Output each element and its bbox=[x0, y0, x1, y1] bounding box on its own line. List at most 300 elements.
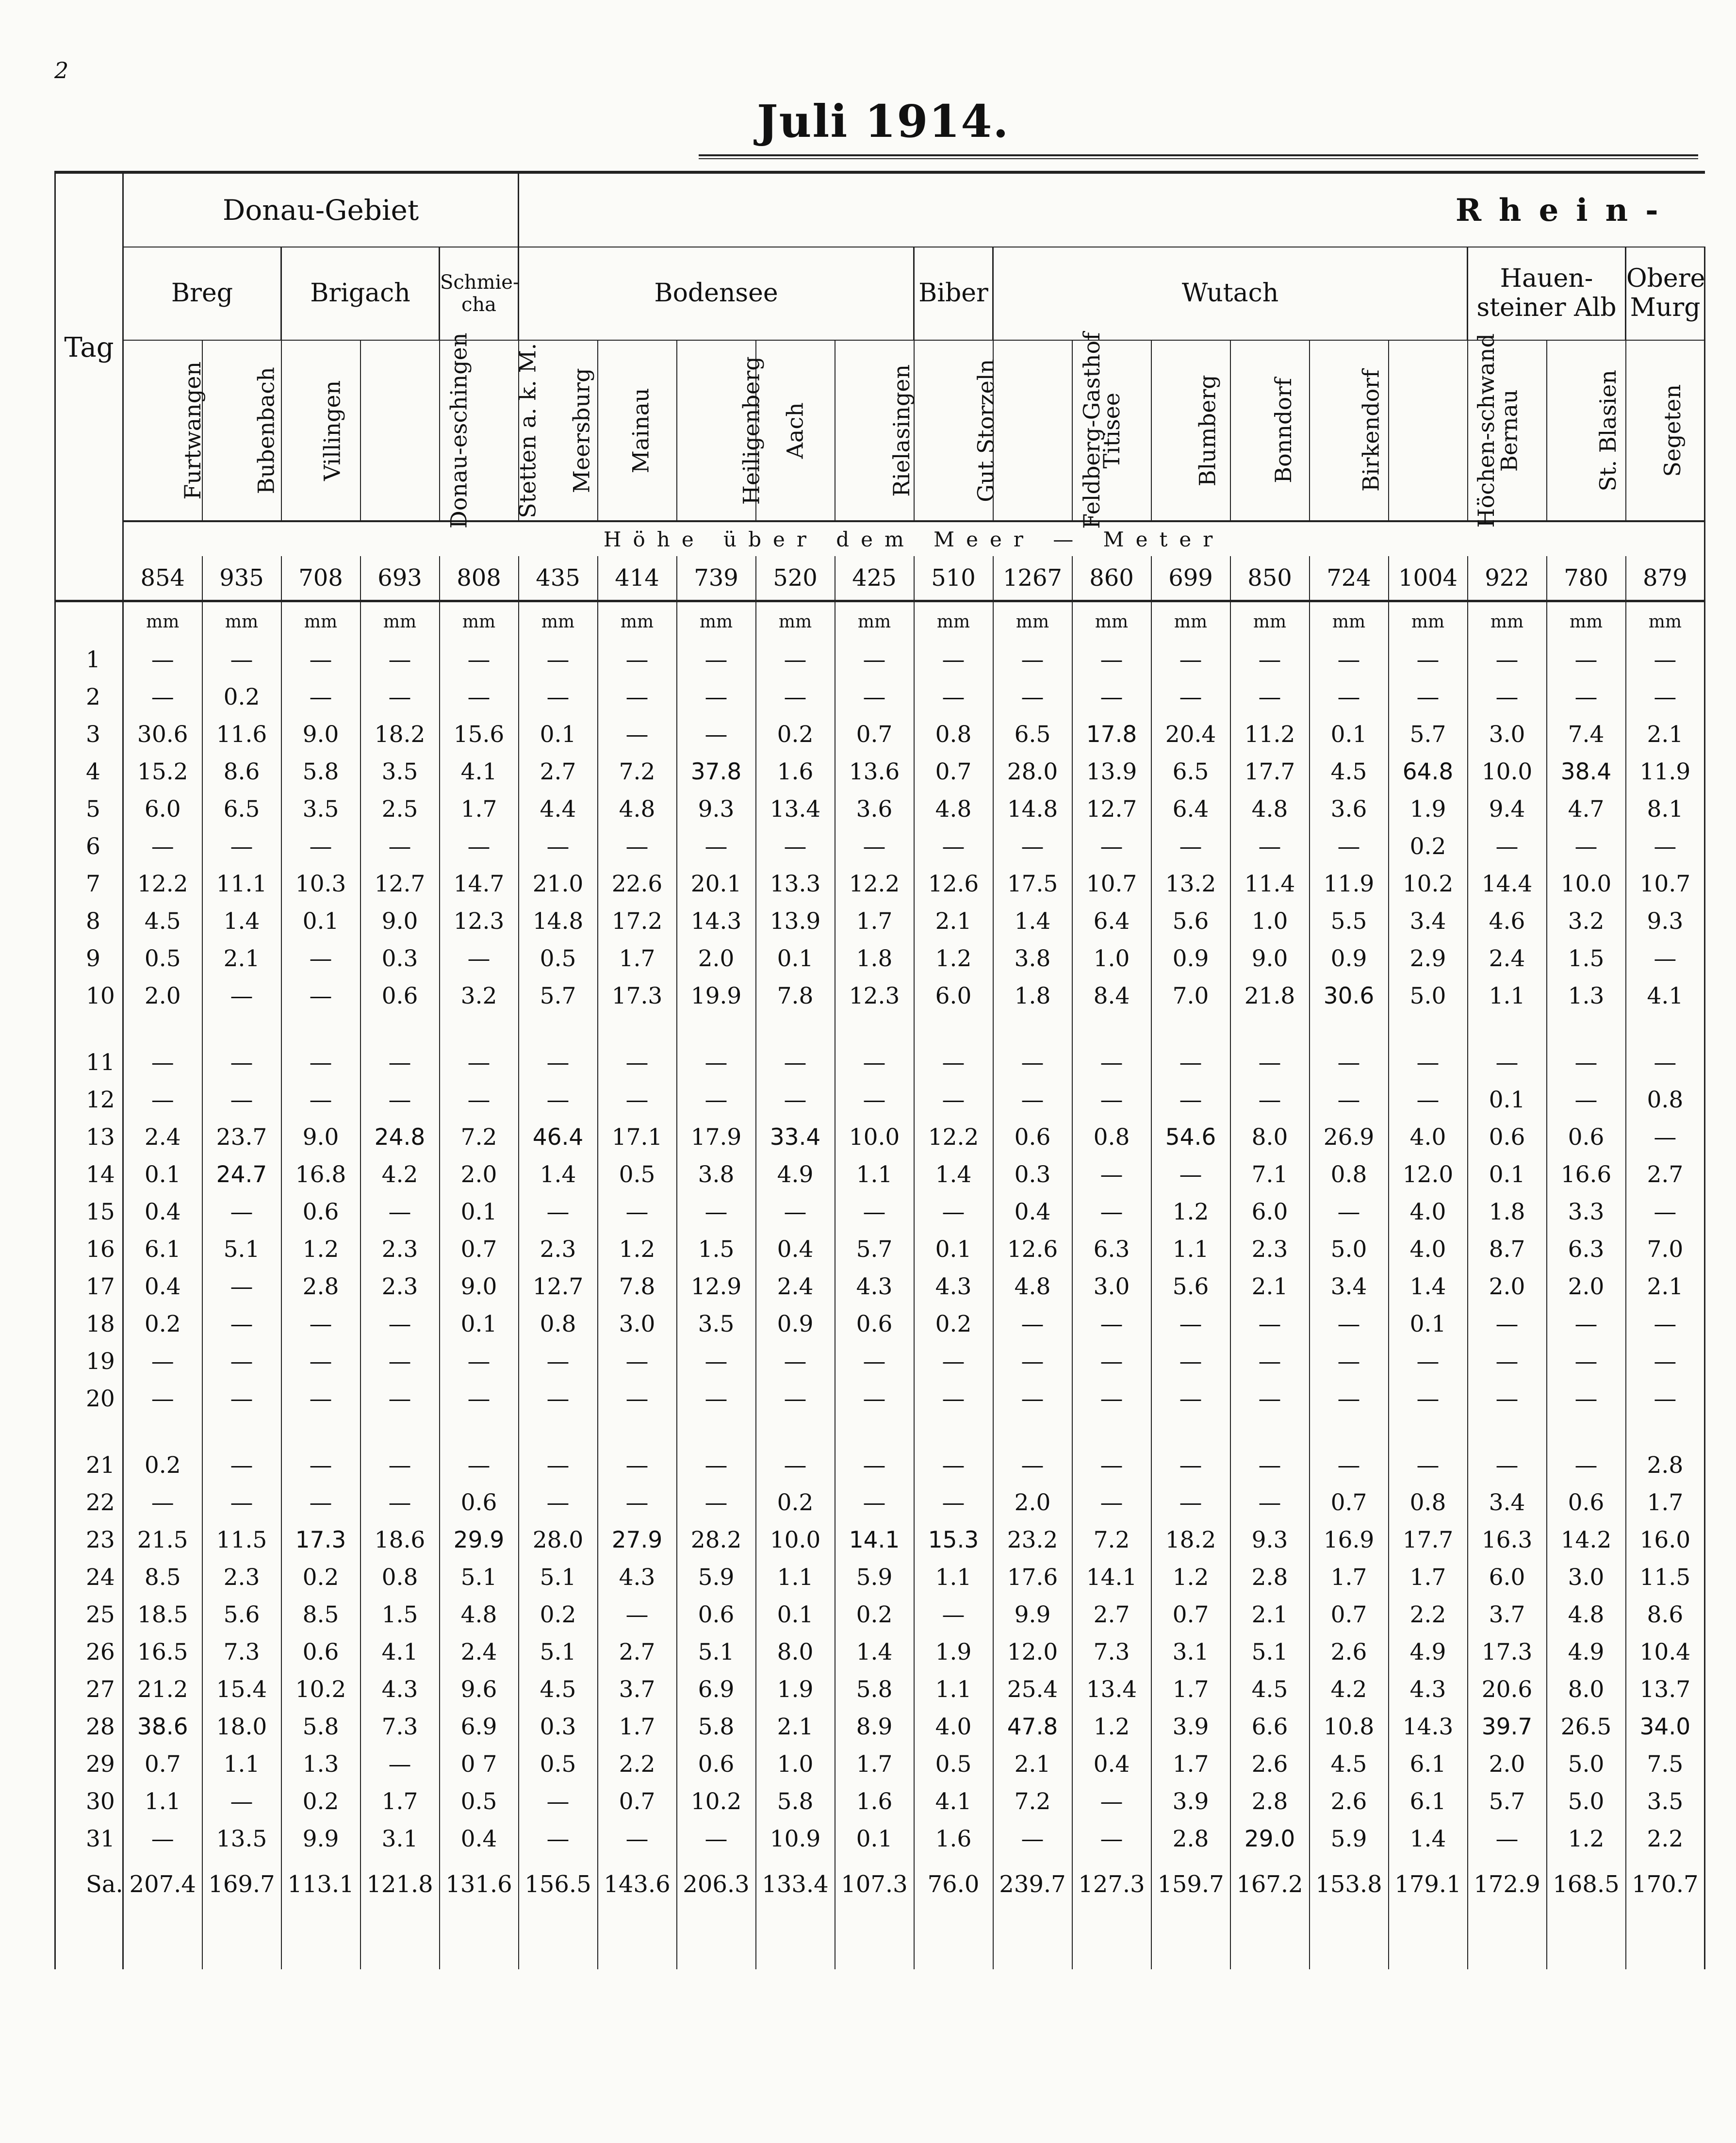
rain-value: 2.8 bbox=[281, 1268, 360, 1305]
rain-value: 13.6 bbox=[835, 753, 914, 791]
rain-value: 18.5 bbox=[123, 1596, 202, 1633]
rain-value: — bbox=[281, 1380, 360, 1418]
rain-value: 3.9 bbox=[1151, 1783, 1230, 1820]
rain-value: 0.1 bbox=[835, 1820, 914, 1858]
rain-value: 0.2 bbox=[202, 678, 281, 716]
rain-value: — bbox=[360, 678, 440, 716]
rain-value: 0.6 bbox=[835, 1305, 914, 1343]
rain-value: — bbox=[123, 828, 202, 865]
rain-value: 2.0 bbox=[1547, 1268, 1626, 1305]
rain-value: 4.9 bbox=[1389, 1633, 1468, 1671]
rain-value: 27.9 bbox=[598, 1521, 677, 1559]
altitude-value: 935 bbox=[202, 556, 281, 601]
rain-value: 6.0 bbox=[1468, 1559, 1547, 1596]
rain-value: 2.5 bbox=[360, 791, 440, 828]
rain-value: 12.0 bbox=[993, 1633, 1072, 1671]
rain-value: 0.7 bbox=[1151, 1596, 1230, 1633]
rain-value: 7.8 bbox=[598, 1268, 677, 1305]
rain-value: 5.1 bbox=[519, 1559, 598, 1596]
rain-value: — bbox=[914, 1343, 993, 1380]
rain-value: 1.1 bbox=[1151, 1231, 1230, 1268]
rain-value: 17.8 bbox=[1072, 716, 1151, 753]
rain-value: — bbox=[835, 828, 914, 865]
rain-value: 0.3 bbox=[360, 940, 440, 977]
rain-value: — bbox=[835, 1343, 914, 1380]
rain-value: 4.2 bbox=[1310, 1671, 1389, 1708]
rain-value: — bbox=[519, 1380, 598, 1418]
rain-value: 3.2 bbox=[440, 977, 519, 1015]
sum-value: 107.3 bbox=[835, 1858, 914, 1911]
rain-value: 2.0 bbox=[123, 977, 202, 1015]
sum-row bbox=[55, 1858, 1705, 1911]
rain-value: — bbox=[1072, 1783, 1151, 1820]
group-donau: Donau-Gebiet bbox=[123, 172, 519, 247]
rain-value: 5.1 bbox=[202, 1231, 281, 1268]
rain-value: 0.1 bbox=[1468, 1081, 1547, 1119]
station-name: Aach bbox=[782, 402, 808, 459]
title-rule bbox=[699, 154, 1698, 159]
day-number: 3 bbox=[55, 716, 123, 753]
rain-value: — bbox=[281, 1305, 360, 1343]
rain-value: 1.4 bbox=[835, 1633, 914, 1671]
rain-value: 4.8 bbox=[598, 791, 677, 828]
rain-value: 14.1 bbox=[835, 1521, 914, 1559]
station-header bbox=[123, 340, 206, 521]
rain-value: 4.3 bbox=[835, 1268, 914, 1305]
rain-value: — bbox=[1310, 678, 1389, 716]
rain-value: 7.3 bbox=[360, 1708, 440, 1746]
rain-value: 8.6 bbox=[202, 753, 281, 791]
rain-value: 1.7 bbox=[1151, 1746, 1230, 1783]
rain-value: 2.0 bbox=[677, 940, 756, 977]
day-number: 10 bbox=[55, 977, 123, 1015]
rain-value: 16.5 bbox=[123, 1633, 202, 1671]
day-number: 20 bbox=[55, 1380, 123, 1418]
unit-label: mm bbox=[835, 601, 914, 642]
rain-value: 1.8 bbox=[993, 977, 1072, 1015]
rain-value: 2.7 bbox=[519, 753, 598, 791]
rain-value: 12.3 bbox=[440, 903, 519, 940]
rain-value: — bbox=[1151, 641, 1230, 678]
rain-value: — bbox=[360, 1193, 440, 1231]
station-header bbox=[677, 340, 765, 521]
rain-value: 0.5 bbox=[914, 1746, 993, 1783]
rain-value: 5.8 bbox=[756, 1783, 835, 1820]
rain-value: — bbox=[1389, 1418, 1468, 1484]
rain-value: 4.7 bbox=[1547, 791, 1626, 828]
rain-value: 11.5 bbox=[1626, 1559, 1705, 1596]
unit-label: mm bbox=[1072, 601, 1151, 642]
rain-value: 15.3 bbox=[914, 1521, 993, 1559]
rain-value: — bbox=[677, 716, 756, 753]
rain-value: 3.5 bbox=[360, 753, 440, 791]
rain-value: 2.1 bbox=[202, 940, 281, 977]
river-wutach: Wutach bbox=[993, 247, 1468, 340]
rain-value: 3.8 bbox=[677, 1156, 756, 1193]
tail-cell bbox=[55, 1911, 123, 1969]
rain-value: 4.0 bbox=[1389, 1193, 1468, 1231]
day-number: 9 bbox=[55, 940, 123, 977]
rain-value: — bbox=[598, 1081, 677, 1119]
rain-value: — bbox=[281, 828, 360, 865]
table-row bbox=[55, 1820, 1705, 1858]
rain-value: — bbox=[1310, 641, 1389, 678]
altitude-value: 922 bbox=[1468, 556, 1547, 601]
station-row bbox=[55, 340, 1705, 521]
rain-value: 0.7 bbox=[914, 753, 993, 791]
rain-value: 4.8 bbox=[993, 1268, 1072, 1305]
day-number: 5 bbox=[55, 791, 123, 828]
river-bodensee: Bodensee bbox=[519, 247, 914, 340]
rain-value: 0.6 bbox=[677, 1746, 756, 1783]
rain-value: — bbox=[1230, 1380, 1310, 1418]
rain-value: — bbox=[677, 1484, 756, 1521]
tail-cell bbox=[1468, 1911, 1547, 1969]
rain-value: 1.7 bbox=[1151, 1671, 1230, 1708]
rain-value: 21.8 bbox=[1230, 977, 1310, 1015]
rain-value: 10.2 bbox=[1389, 865, 1468, 903]
rain-value: — bbox=[1230, 1418, 1310, 1484]
rain-value: 9.0 bbox=[281, 716, 360, 753]
rain-value: 1.2 bbox=[598, 1231, 677, 1268]
rain-value: 3.6 bbox=[1310, 791, 1389, 828]
rain-value: 0.2 bbox=[123, 1418, 202, 1484]
rain-value: — bbox=[1389, 1015, 1468, 1081]
rain-value: 6.1 bbox=[1389, 1783, 1468, 1820]
rain-value: 7.3 bbox=[1072, 1633, 1151, 1671]
rain-value: 0.9 bbox=[1310, 940, 1389, 977]
rain-value: 1.7 bbox=[360, 1783, 440, 1820]
rain-value: 3.2 bbox=[1547, 903, 1626, 940]
rain-value: 3.4 bbox=[1468, 1484, 1547, 1521]
rain-value: — bbox=[202, 1305, 281, 1343]
altitude-tag-spacer bbox=[55, 556, 123, 601]
rain-value: 5.1 bbox=[519, 1633, 598, 1671]
rain-value: 30.6 bbox=[123, 716, 202, 753]
rain-value: — bbox=[993, 1081, 1072, 1119]
rain-value: 5.6 bbox=[1151, 903, 1230, 940]
rain-value: — bbox=[202, 1484, 281, 1521]
rain-value: — bbox=[1547, 1380, 1626, 1418]
rain-value: 5.1 bbox=[1230, 1633, 1310, 1671]
day-number: 1 bbox=[55, 641, 123, 678]
rain-value: 8.0 bbox=[1230, 1119, 1310, 1156]
rain-value: 4.5 bbox=[123, 903, 202, 940]
rain-value: 11.5 bbox=[202, 1521, 281, 1559]
table-row bbox=[55, 1015, 1705, 1081]
rain-value: — bbox=[1310, 1418, 1389, 1484]
rain-value: 2.0 bbox=[1468, 1268, 1547, 1305]
page-title: Juli 1914. bbox=[757, 95, 1010, 148]
rain-value: 8.9 bbox=[835, 1708, 914, 1746]
rain-value: 2.8 bbox=[1151, 1820, 1230, 1858]
rain-value: 8.1 bbox=[1626, 791, 1705, 828]
rain-value: 2.1 bbox=[756, 1708, 835, 1746]
rain-value: 5.1 bbox=[677, 1633, 756, 1671]
rain-value: — bbox=[519, 1193, 598, 1231]
rain-value: 7.2 bbox=[1072, 1521, 1151, 1559]
day-number: 31 bbox=[55, 1820, 123, 1858]
rain-value: 0.5 bbox=[123, 940, 202, 977]
day-number: 2 bbox=[55, 678, 123, 716]
rain-value: — bbox=[1230, 828, 1310, 865]
rain-value: — bbox=[835, 1380, 914, 1418]
rain-value: 6.4 bbox=[1072, 903, 1151, 940]
rain-value: — bbox=[835, 1484, 914, 1521]
station-name: Rielasingen bbox=[888, 364, 915, 497]
rain-value: 5.5 bbox=[1310, 903, 1389, 940]
tail-cell bbox=[519, 1911, 598, 1969]
rain-value: 2.2 bbox=[1389, 1596, 1468, 1633]
altitude-value: 520 bbox=[756, 556, 835, 601]
rain-value: 10.0 bbox=[756, 1521, 835, 1559]
table-row bbox=[55, 1268, 1705, 1305]
precipitation-table-wrap bbox=[54, 171, 1704, 1969]
rain-value: 3.4 bbox=[1310, 1268, 1389, 1305]
rain-value: 2.7 bbox=[1072, 1596, 1151, 1633]
rain-value: — bbox=[1072, 1193, 1151, 1231]
rain-value: 0.1 bbox=[123, 1156, 202, 1193]
rain-value: 0.9 bbox=[1151, 940, 1230, 977]
rain-value: 0.1 bbox=[756, 940, 835, 977]
rain-value: — bbox=[1072, 1343, 1151, 1380]
rain-value: 0.2 bbox=[281, 1783, 360, 1820]
day-number: 23 bbox=[55, 1521, 123, 1559]
altitude-value: 1267 bbox=[993, 556, 1072, 601]
rain-value: — bbox=[1230, 1484, 1310, 1521]
rain-value: — bbox=[1072, 1015, 1151, 1081]
rain-value: — bbox=[360, 1746, 440, 1783]
rain-value: 2.0 bbox=[1468, 1746, 1547, 1783]
rain-value: — bbox=[123, 1081, 202, 1119]
rain-value: — bbox=[519, 1015, 598, 1081]
rain-value: 0.7 bbox=[598, 1783, 677, 1820]
rain-value: 11.4 bbox=[1230, 865, 1310, 903]
rain-value: 1.4 bbox=[519, 1156, 598, 1193]
rain-value: 28.0 bbox=[993, 753, 1072, 791]
day-number: 13 bbox=[55, 1119, 123, 1156]
rain-value: 8.5 bbox=[123, 1559, 202, 1596]
rain-value: 4.5 bbox=[1310, 1746, 1389, 1783]
unit-label: mm bbox=[1547, 601, 1626, 642]
rain-value: — bbox=[202, 1268, 281, 1305]
rain-value: — bbox=[1151, 1305, 1230, 1343]
rain-value: 38.6 bbox=[123, 1708, 202, 1746]
rain-value: — bbox=[993, 828, 1072, 865]
rain-value: 1.1 bbox=[914, 1559, 993, 1596]
rain-value: 7.0 bbox=[1151, 977, 1230, 1015]
rain-value: 28.2 bbox=[677, 1521, 756, 1559]
rain-value: — bbox=[1468, 1418, 1547, 1484]
rain-value: 3.6 bbox=[835, 791, 914, 828]
unit-label: mm bbox=[1230, 601, 1310, 642]
rain-value: 3.8 bbox=[993, 940, 1072, 977]
rain-value: 8.0 bbox=[756, 1633, 835, 1671]
table-row bbox=[55, 716, 1705, 753]
rain-value: 0.1 bbox=[440, 1193, 519, 1231]
rain-value: 0 7 bbox=[440, 1746, 519, 1783]
rain-value: 4.8 bbox=[1230, 791, 1310, 828]
river-obere-murg: Obere Murg bbox=[1626, 247, 1705, 340]
rain-value: 13.9 bbox=[1072, 753, 1151, 791]
rain-value: 7.1 bbox=[1230, 1156, 1310, 1193]
rain-value: 14.3 bbox=[1389, 1708, 1468, 1746]
rain-value: 4.5 bbox=[519, 1671, 598, 1708]
rain-value: — bbox=[202, 977, 281, 1015]
rain-value: — bbox=[598, 716, 677, 753]
rain-value: 1.7 bbox=[1310, 1559, 1389, 1596]
rain-value: — bbox=[1072, 1156, 1151, 1193]
rain-value: 1.7 bbox=[440, 791, 519, 828]
rain-value: — bbox=[202, 641, 281, 678]
rain-value: 0.1 bbox=[281, 903, 360, 940]
rain-value: 3.3 bbox=[1547, 1193, 1626, 1231]
rain-value: — bbox=[914, 641, 993, 678]
table-row bbox=[55, 1671, 1705, 1708]
sum-value: 156.5 bbox=[519, 1858, 598, 1911]
day-number: 26 bbox=[55, 1633, 123, 1671]
rain-value: 3.5 bbox=[677, 1305, 756, 1343]
rain-value: 4.5 bbox=[1310, 753, 1389, 791]
rain-value: 0.9 bbox=[756, 1305, 835, 1343]
rain-value: 5.8 bbox=[281, 1708, 360, 1746]
rain-value: 0.4 bbox=[756, 1231, 835, 1268]
rain-value: 16.8 bbox=[281, 1156, 360, 1193]
altitude-value: 860 bbox=[1072, 556, 1151, 601]
rain-value: — bbox=[123, 1343, 202, 1380]
rain-value: — bbox=[598, 1484, 677, 1521]
rain-value: 0.7 bbox=[835, 716, 914, 753]
altitude-value: 510 bbox=[914, 556, 993, 601]
day-number: 11 bbox=[55, 1015, 123, 1081]
rain-value: — bbox=[440, 1081, 519, 1119]
tail-cell bbox=[1151, 1911, 1230, 1969]
precipitation-table bbox=[54, 171, 1705, 1969]
river-breg: Breg bbox=[123, 247, 281, 340]
rain-value: 0.1 bbox=[440, 1305, 519, 1343]
rain-value: 0.1 bbox=[756, 1596, 835, 1633]
rain-value: 17.6 bbox=[993, 1559, 1072, 1596]
rain-value: — bbox=[440, 1418, 519, 1484]
day-number: 7 bbox=[55, 865, 123, 903]
rain-value: 6.5 bbox=[202, 791, 281, 828]
rain-value: 6.5 bbox=[1151, 753, 1230, 791]
rain-value: — bbox=[360, 1305, 440, 1343]
rain-value: — bbox=[1151, 678, 1230, 716]
rain-value: 13.2 bbox=[1151, 865, 1230, 903]
tail-cell bbox=[123, 1911, 202, 1969]
day-number: 25 bbox=[55, 1596, 123, 1633]
rain-value: 4.8 bbox=[440, 1596, 519, 1633]
rain-value: — bbox=[1626, 678, 1705, 716]
rain-value: 2.2 bbox=[1626, 1820, 1705, 1858]
rain-value: 10.7 bbox=[1072, 865, 1151, 903]
rain-value: — bbox=[1072, 1418, 1151, 1484]
rain-value: — bbox=[835, 1015, 914, 1081]
rain-value: 7.5 bbox=[1626, 1746, 1705, 1783]
rain-value: — bbox=[1072, 641, 1151, 678]
rain-value: 20.6 bbox=[1468, 1671, 1547, 1708]
rain-value: — bbox=[598, 828, 677, 865]
rain-value: 3.4 bbox=[1389, 903, 1468, 940]
page-number: 2 bbox=[54, 57, 69, 83]
rain-value: 11.9 bbox=[1310, 865, 1389, 903]
station-name: Gut Storzeln bbox=[972, 359, 999, 502]
rain-value: 2.9 bbox=[1389, 940, 1468, 977]
rain-value: — bbox=[519, 1783, 598, 1820]
rain-value: 2.3 bbox=[202, 1559, 281, 1596]
rain-value: — bbox=[1389, 1380, 1468, 1418]
rain-value: 12.2 bbox=[123, 865, 202, 903]
rain-value: 22.6 bbox=[598, 865, 677, 903]
altitude-value: 879 bbox=[1626, 556, 1705, 601]
day-number: 19 bbox=[55, 1343, 123, 1380]
rain-value: — bbox=[519, 1820, 598, 1858]
rain-value: 2.0 bbox=[440, 1156, 519, 1193]
altitude-value: 414 bbox=[598, 556, 677, 601]
rain-value: — bbox=[1072, 828, 1151, 865]
altitude-value: 780 bbox=[1547, 556, 1626, 601]
station-name: Donau-eschingen bbox=[445, 332, 472, 528]
rain-value: — bbox=[1230, 678, 1310, 716]
unit-label: mm bbox=[281, 601, 360, 642]
rain-value: — bbox=[1151, 1015, 1230, 1081]
rain-value: 0.1 bbox=[914, 1231, 993, 1268]
tail-cell bbox=[202, 1911, 281, 1969]
sum-value: 131.6 bbox=[440, 1858, 519, 1911]
rain-value: 12.9 bbox=[677, 1268, 756, 1305]
rain-value: 18.2 bbox=[360, 716, 440, 753]
tail-cell bbox=[360, 1911, 440, 1969]
table-row bbox=[55, 1596, 1705, 1633]
rain-value: 1.9 bbox=[1389, 791, 1468, 828]
rain-value: — bbox=[1547, 678, 1626, 716]
rain-value: — bbox=[360, 1380, 440, 1418]
rain-value: — bbox=[123, 1015, 202, 1081]
tail-cell bbox=[835, 1911, 914, 1969]
rain-value: — bbox=[123, 1380, 202, 1418]
rain-value: 2.4 bbox=[123, 1119, 202, 1156]
rain-value: — bbox=[993, 1820, 1072, 1858]
rain-value: 10.0 bbox=[835, 1119, 914, 1156]
rain-value: 1.2 bbox=[1547, 1820, 1626, 1858]
rain-value: 12.0 bbox=[1389, 1156, 1468, 1193]
station-name: Bernau bbox=[1496, 389, 1523, 472]
rain-value: 0.6 bbox=[281, 1633, 360, 1671]
rain-value: 3.1 bbox=[1151, 1633, 1230, 1671]
rain-value: — bbox=[360, 1081, 440, 1119]
day-number: 8 bbox=[55, 903, 123, 940]
rain-value: — bbox=[440, 678, 519, 716]
table-row bbox=[55, 1380, 1705, 1418]
river-biber: Biber bbox=[914, 247, 993, 340]
day-number: 24 bbox=[55, 1559, 123, 1596]
rain-value: 2.3 bbox=[1230, 1231, 1310, 1268]
rain-value: 4.0 bbox=[1389, 1231, 1468, 1268]
rain-value: — bbox=[202, 1418, 281, 1484]
tail-cell bbox=[756, 1911, 835, 1969]
table-row bbox=[55, 1746, 1705, 1783]
table-row bbox=[55, 1521, 1705, 1559]
rain-value: 0.2 bbox=[756, 716, 835, 753]
rain-value: — bbox=[440, 940, 519, 977]
rain-value: 5.7 bbox=[835, 1231, 914, 1268]
tail-cell bbox=[1310, 1911, 1389, 1969]
rain-value: 24.7 bbox=[202, 1156, 281, 1193]
rain-value: 1.2 bbox=[281, 1231, 360, 1268]
rain-value: — bbox=[519, 1484, 598, 1521]
rain-value: 14.4 bbox=[1468, 865, 1547, 903]
